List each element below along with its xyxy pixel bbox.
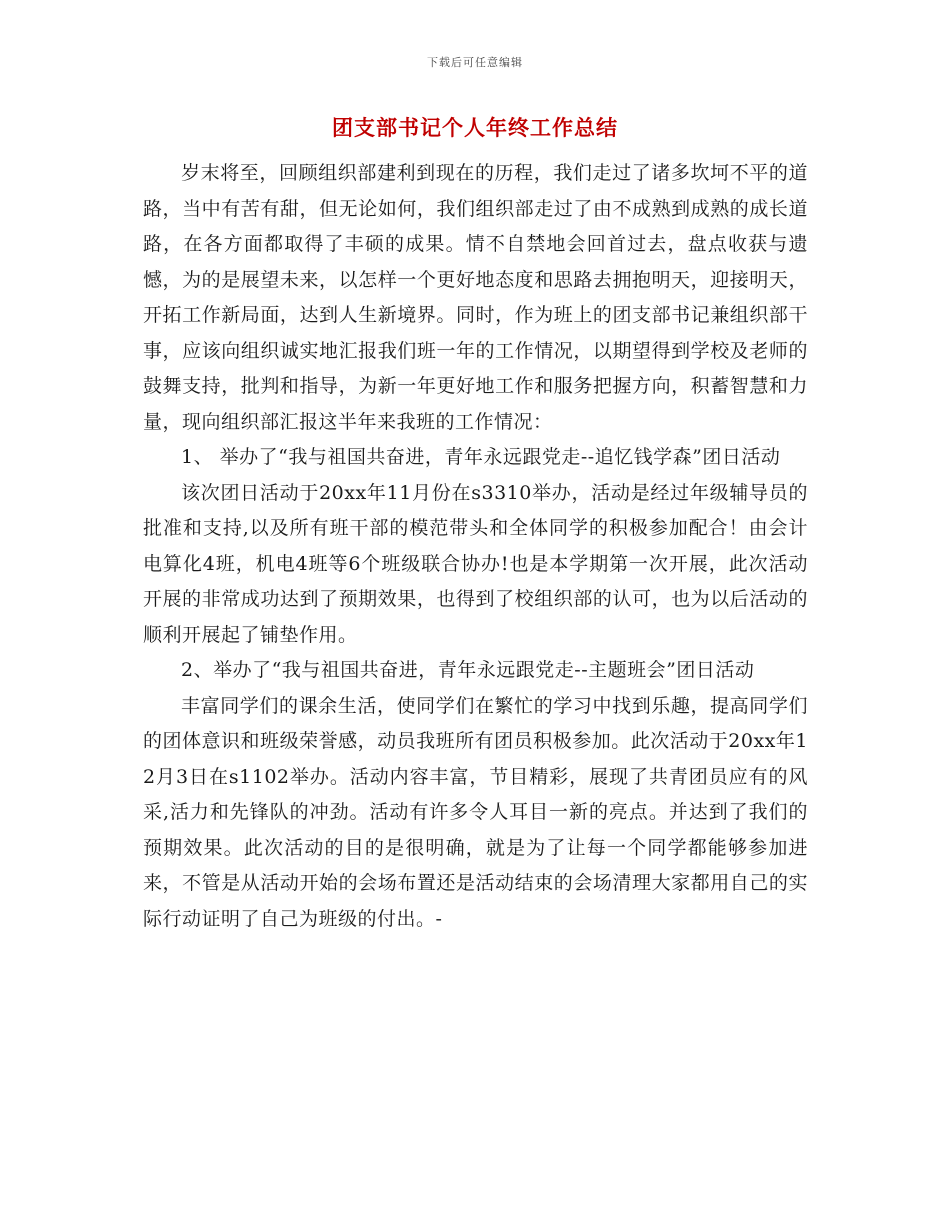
document-title: 团支部书记个人年终工作总结 [332, 115, 618, 140]
paragraph-section-1: 该次团日活动于20xx年11月份在s3310举办，活动是经过年级辅导员的批准和支持,以及所有班干部的模范带头和全体同学的积极参加配合！由会计电算化4班，机电4班等6个班级联合协办!也是本学期第一次开展，此次活动开展的非常成功达到了预期效果，也得到了校组织部的认可，也为以后活动的顺利开展起了铺垫作用。 [143, 481, 808, 646]
section-heading-2: 2、举办了“我与祖国共奋进，青年永远跟党走--主题班会”团日活动 [181, 659, 755, 681]
paragraph-intro: 岁末将至，回顾组织部建利到现在的历程，我们走过了诸多坎坷不平的道路，当中有苦有甜，但无论如何，我们组织部走过了由不成熟到成熟的成长道路，在各方面都取得了丰硕的成果。情不自禁地会回首过去，盘点收获与遗憾，为的是展望未来，以怎样一个更好地态度和思路去拥抱明天，迎接明天，开拓工作新局面，达到人生新境界。同时，作为班上的团支部书记兼组织部干事，应该向组织诚实地汇报我们班一年的工作情况，以期望得到学校及老师的鼓舞支持，批判和指导，为新一年更好地工作和服务把握方向，积蓄智慧和力量，现向组织部汇报这半年来我班的工作情况： [143, 162, 808, 433]
document-body [143, 156, 808, 937]
section-heading-1: 1、 举办了“我与祖国共奋进，青年永远跟党走--追忆钱学森”团日活动 [181, 446, 781, 468]
paragraph-section-2: 丰富同学们的课余生活，使同学们在繁忙的学习中找到乐趣，提高同学们的团体意识和班级荣誉感，动员我班所有团员积极参加。此次活动于20xx年12月3日在s1102举办。活动内容丰富，节目精彩，展现了共青团员应有的风采,活力和先锋队的冲劲。活动有许多令人耳目一新的亮点。并达到了我们的预期效果。此次活动的目的是很明确，就是为了让每一个同学都能够参加进来，不管是从活动开始的会场布置还是活动结束的会场清理大家都用自己的实际行动证明了自己为班级的付出。- [143, 694, 808, 930]
header-note: 下载后可任意编辑 [427, 56, 523, 69]
